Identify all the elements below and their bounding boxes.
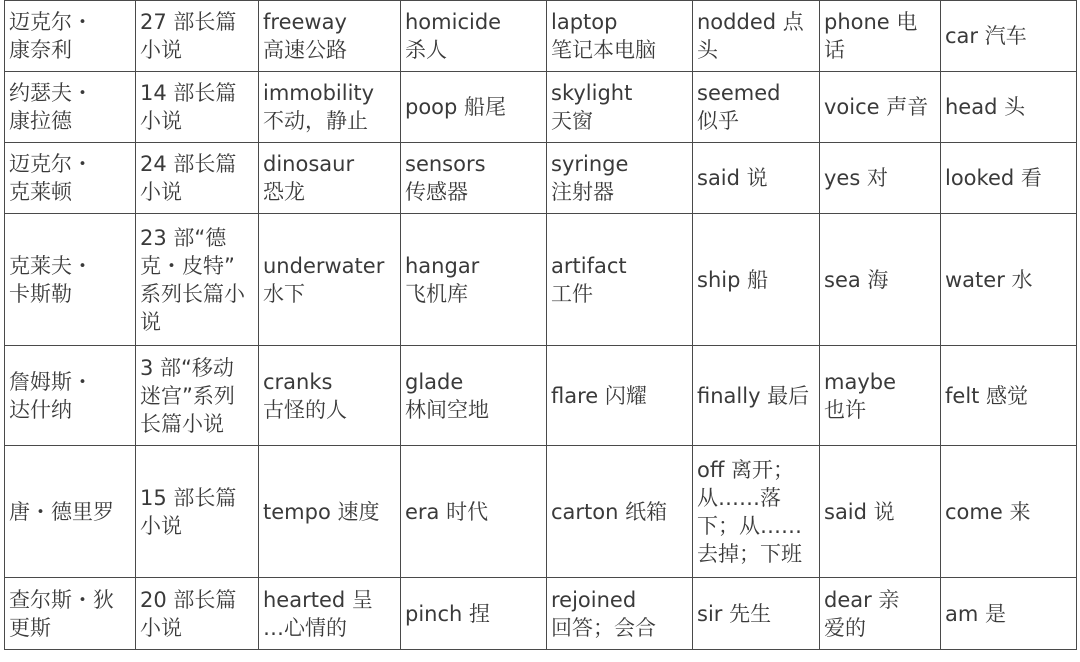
word1-cell <box>259 1 401 72</box>
cell-text-line: 古怪的人 <box>263 397 347 422</box>
cell-text-line: 康拉德 <box>9 109 72 133</box>
cell-text-line: underwater <box>263 253 385 278</box>
word1-cell <box>259 143 401 214</box>
word4-cell <box>693 143 820 214</box>
table-row <box>5 143 1077 214</box>
cell-text-line: 约瑟夫・ <box>9 81 93 105</box>
cell-text-line: off 离开； <box>697 457 794 482</box>
word4-cell <box>693 446 820 578</box>
word4-cell <box>693 578 820 650</box>
word5-cell <box>820 446 941 578</box>
works-cell <box>136 1 259 72</box>
cell-text-line: 系列长篇小 <box>140 281 245 306</box>
cell-text-line: 卡斯勒 <box>9 281 72 306</box>
cell-text-line: 迷宫”系列 <box>140 383 235 408</box>
cell-text-line: 注射器 <box>551 180 614 204</box>
cell-text-line: …心情的 <box>263 615 347 640</box>
word3-cell <box>547 72 693 143</box>
cell-text-line: looked 看 <box>945 166 1042 190</box>
word6-cell <box>941 346 1077 446</box>
word6-cell <box>941 1 1077 72</box>
cell-text-line: water 水 <box>945 267 1033 292</box>
author-cell <box>5 346 136 446</box>
cell-text-line: 小说 <box>140 180 182 204</box>
cell-text-line: 15 部长篇 <box>140 485 237 510</box>
cell-text-line: 也许 <box>824 397 866 422</box>
word1-cell <box>259 72 401 143</box>
word5-cell <box>820 578 941 650</box>
cell-text-line: seemed <box>697 81 781 105</box>
cell-text-line: glade <box>405 369 464 394</box>
cell-text-line: 20 部长篇 <box>140 587 237 612</box>
cell-text-line: 笔记本电脑 <box>551 38 656 62</box>
word4-cell <box>693 346 820 446</box>
word5-cell <box>820 346 941 446</box>
cell-text-line: 高速公路 <box>263 38 347 62</box>
cell-text-line: 恐龙 <box>263 180 305 204</box>
word3-cell <box>547 446 693 578</box>
works-cell <box>136 143 259 214</box>
cell-text-line: 从……落 <box>697 485 781 510</box>
cell-text-line: ship 船 <box>697 267 769 292</box>
cell-text-line: cranks <box>263 369 333 394</box>
cell-text-line: carton 纸箱 <box>551 499 668 524</box>
cell-text-line: 3 部“移动 <box>140 355 234 380</box>
word5-cell <box>820 1 941 72</box>
cell-text-line: 爱的 <box>824 615 866 640</box>
cell-text-line: artifact <box>551 253 627 278</box>
word6-cell <box>941 214 1077 346</box>
cell-text-line: syringe <box>551 152 629 176</box>
cell-text-line: 小说 <box>140 38 182 62</box>
word3-cell <box>547 1 693 72</box>
word-frequency-table <box>4 0 1077 650</box>
word1-cell <box>259 346 401 446</box>
author-cell <box>5 72 136 143</box>
word1-cell <box>259 578 401 650</box>
cell-text-line: 话 <box>824 38 845 62</box>
cell-text-line: 去掉；下班 <box>697 541 802 566</box>
cell-text-line: 说 <box>140 309 161 334</box>
cell-text-line: dear 亲 <box>824 587 900 612</box>
cell-text-line: homicide <box>405 10 502 34</box>
word2-cell <box>401 214 547 346</box>
cell-text-line: car 汽车 <box>945 24 1027 48</box>
cell-text-line: flare 闪耀 <box>551 383 647 408</box>
cell-text-line: laptop <box>551 10 618 34</box>
word4-cell <box>693 214 820 346</box>
cell-text-line: 詹姆斯・ <box>9 369 93 394</box>
cell-text-line: come 来 <box>945 499 1031 524</box>
word4-cell <box>693 1 820 72</box>
cell-text-line: am 是 <box>945 601 1007 626</box>
word5-cell <box>820 143 941 214</box>
word2-cell <box>401 72 547 143</box>
author-cell <box>5 214 136 346</box>
word2-cell <box>401 1 547 72</box>
table-row <box>5 446 1077 578</box>
cell-text-line: dinosaur <box>263 152 355 176</box>
works-cell <box>136 346 259 446</box>
cell-text-line: hangar <box>405 253 480 278</box>
cell-text-line: 水下 <box>263 281 305 306</box>
word5-cell <box>820 214 941 346</box>
cell-text-line: 24 部长篇 <box>140 152 237 176</box>
word6-cell <box>941 143 1077 214</box>
cell-text-line: 工件 <box>551 281 593 306</box>
cell-text-line: 克莱顿 <box>9 180 72 204</box>
cell-text-line: hearted 呈 <box>263 587 373 612</box>
author-cell <box>5 578 136 650</box>
cell-text-line: 唐・德里罗 <box>9 499 114 524</box>
cell-text-line: said 说 <box>697 166 768 190</box>
word3-cell <box>547 578 693 650</box>
cell-text-line: 杀人 <box>405 38 447 62</box>
word4-cell <box>693 72 820 143</box>
cell-text-line: 天窗 <box>551 109 593 133</box>
cell-text-line: 23 部“德 <box>140 225 227 250</box>
cell-text-line: 康奈利 <box>9 38 72 62</box>
cell-text-line: 27 部长篇 <box>140 10 237 34</box>
table-container <box>4 0 1076 660</box>
word2-cell <box>401 446 547 578</box>
cell-text-line: sensors <box>405 152 486 176</box>
table-row <box>5 346 1077 446</box>
cell-text-line: skylight <box>551 81 633 105</box>
cell-text-line: 克・皮特” <box>140 253 235 278</box>
cell-text-line: 小说 <box>140 615 182 640</box>
cell-text-line: 迈克尔・ <box>9 10 93 34</box>
cell-text-line: finally 最后 <box>697 383 810 408</box>
cell-text-line: 小说 <box>140 513 182 538</box>
cell-text-line: maybe <box>824 369 897 394</box>
cell-text-line: 达什纳 <box>9 397 72 422</box>
word1-cell <box>259 214 401 346</box>
word2-cell <box>401 143 547 214</box>
cell-text-line: said 说 <box>824 499 895 524</box>
cell-text-line: head 头 <box>945 95 1026 119</box>
word3-cell <box>547 346 693 446</box>
works-cell <box>136 72 259 143</box>
cell-text-line: freeway <box>263 10 347 34</box>
word1-cell <box>259 446 401 578</box>
table-row <box>5 214 1077 346</box>
word6-cell <box>941 578 1077 650</box>
word3-cell <box>547 143 693 214</box>
cell-text-line: 似乎 <box>697 109 739 133</box>
cell-text-line: 不动，静止 <box>263 109 368 133</box>
cell-text-line: phone 电 <box>824 10 918 34</box>
cell-text-line: 回答；会合 <box>551 615 656 640</box>
cell-text-line: yes 对 <box>824 166 888 190</box>
cell-text-line: pinch 捏 <box>405 601 491 626</box>
cell-text-line: 克莱夫・ <box>9 253 93 278</box>
word2-cell <box>401 578 547 650</box>
cell-text-line: 头 <box>697 38 718 62</box>
word3-cell <box>547 214 693 346</box>
works-cell <box>136 214 259 346</box>
cell-text-line: rejoined <box>551 587 637 612</box>
cell-text-line: 小说 <box>140 109 182 133</box>
author-cell <box>5 143 136 214</box>
cell-text-line: 查尔斯・狄 <box>9 587 114 612</box>
cell-text-line: felt 感觉 <box>945 383 1029 408</box>
author-cell <box>5 446 136 578</box>
cell-text-line: sea 海 <box>824 267 889 292</box>
works-cell <box>136 578 259 650</box>
author-cell <box>5 1 136 72</box>
cell-text-line: poop 船尾 <box>405 95 507 119</box>
cell-text-line: voice 声音 <box>824 95 929 119</box>
word5-cell <box>820 72 941 143</box>
word2-cell <box>401 346 547 446</box>
cell-text-line: 更斯 <box>9 615 51 640</box>
cell-text-line: nodded 点 <box>697 10 804 34</box>
cell-text-line: 迈克尔・ <box>9 152 93 176</box>
cell-text-line: 14 部长篇 <box>140 81 237 105</box>
word6-cell <box>941 446 1077 578</box>
cell-text-line: immobility <box>263 81 375 105</box>
word6-cell <box>941 72 1077 143</box>
cell-text-line: 下；从…… <box>697 513 802 538</box>
works-cell <box>136 446 259 578</box>
cell-text-line: 林间空地 <box>405 397 489 422</box>
table-row <box>5 1 1077 72</box>
cell-text-line: 长篇小说 <box>140 411 224 436</box>
table-row <box>5 72 1077 143</box>
cell-text-line: sir 先生 <box>697 601 772 626</box>
cell-text-line: 传感器 <box>405 180 468 204</box>
cell-text-line: era 时代 <box>405 499 489 524</box>
cell-text-line: tempo 速度 <box>263 499 380 524</box>
table-row <box>5 578 1077 650</box>
cell-text-line: 飞机库 <box>405 281 468 306</box>
